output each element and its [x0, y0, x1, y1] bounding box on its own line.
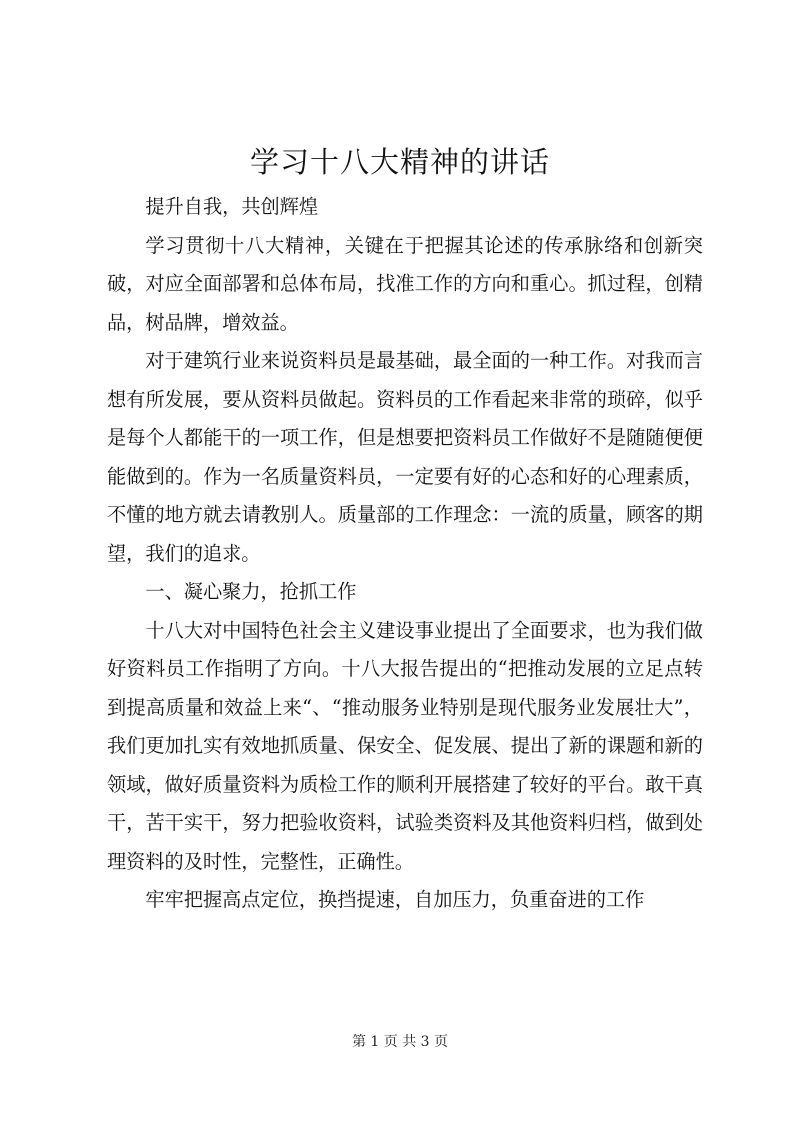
subtitle-paragraph: 提升自我，共创辉煌	[145, 195, 319, 218]
body-paragraph: 对于建筑行业来说资料员是最基础，最全面的一种工作。对我而言想有所发展，要从资料员做起。资料员的工作看起来非常的琐碎，似乎是每个人都能干的一项工作，但是想要把资料员工作做好不是随随便便能做到的。作为一名质量资料员，一定要有好的心态和好的心理素质，不懂的地方就去请教别人。质量部的工作理念：一流的质量，顾客的期望，我们的追求。	[107, 349, 703, 565]
page-number-footer: 第 1 页 共 3 页	[351, 1034, 449, 1050]
document-body	[107, 188, 703, 920]
body-paragraph: 十八大对中国特色社会主义建设事业提出了全面要求，也为我们做好资料员工作指明了方向。十八大报告提出的“把推动发展的立足点转到提高质量和效益上来“、“推动服务业特别是现代服务业发展壮大”，我们更加扎实有效地抓质量、保安全、促发展、提出了新的课题和新的领域，做好质量资料为质检工作的顺利开展搭建了较好的平台。敢干真干，苦干实干，努力把验收资料，试验类资料及其他资料归档，做到处理资料的及时性，完整性，正确性。	[107, 618, 703, 873]
body-paragraph: 学习贯彻十八大精神，关键在于把握其论述的传承脉络和创新突破，对应全面部署和总体布局，找准工作的方向和重心。抓过程，创精品，树品牌，增效益。	[107, 233, 703, 334]
body-paragraph: 牢牢把握高点定位，换挡提速，自加压力，负重奋进的工作	[145, 888, 645, 911]
document-title: 学习十八大精神的讲话	[249, 145, 550, 179]
section-heading: 一、凝心聚力，抢抓工作	[145, 580, 357, 603]
